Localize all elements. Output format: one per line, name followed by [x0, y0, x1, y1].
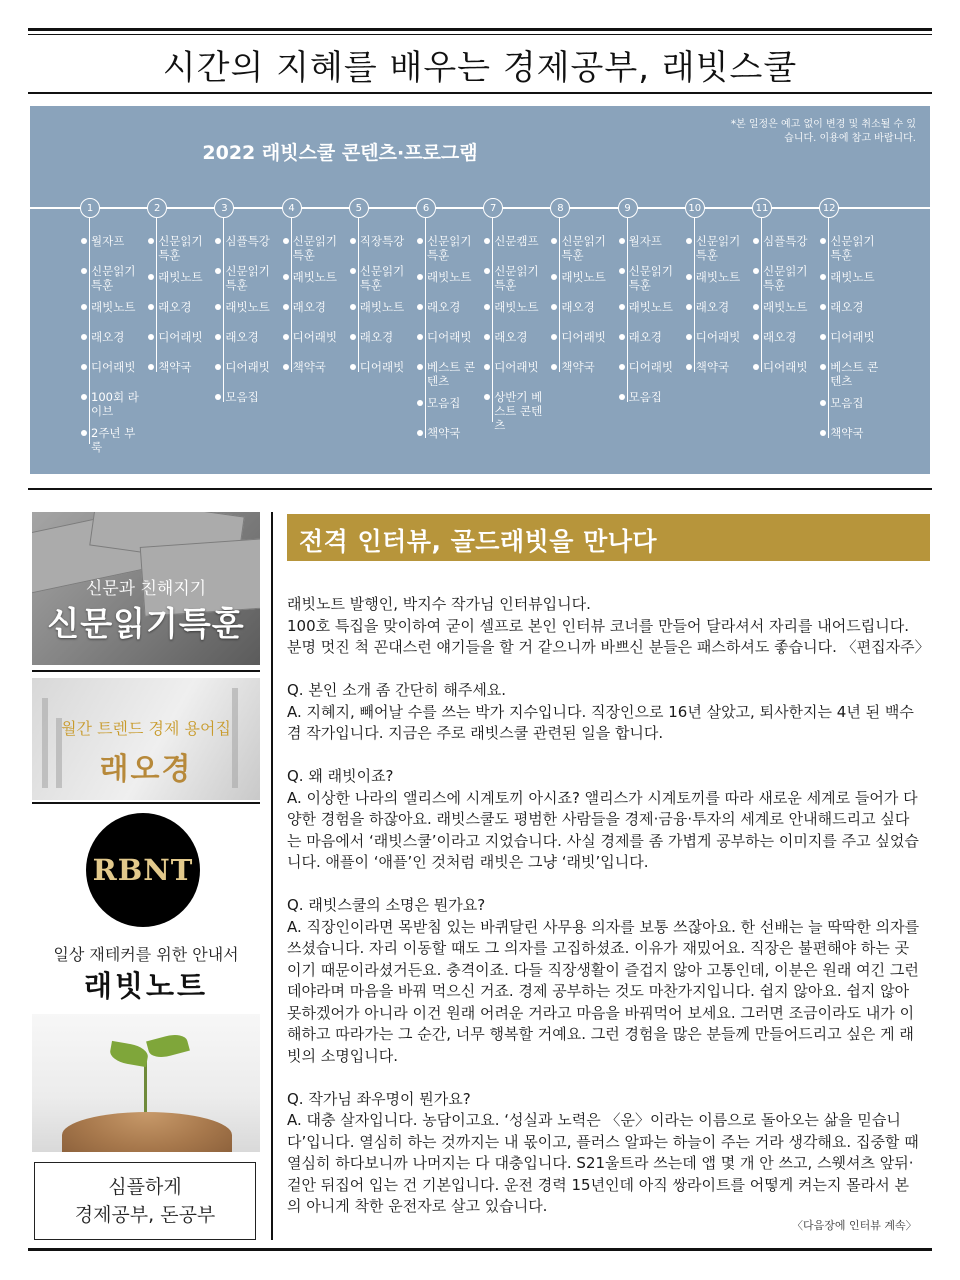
- program-item: [691, 270, 751, 284]
- program-item: [556, 270, 616, 284]
- program-item-label: 래오경: [763, 330, 797, 344]
- program-item-label: 디어래빗: [91, 360, 136, 374]
- program-item: [691, 300, 751, 314]
- paragraph-gap: [287, 1067, 923, 1089]
- program-item-label: 래빗노트: [359, 300, 405, 314]
- program-item-label: 래빗노트: [494, 300, 539, 314]
- program-item: [86, 330, 146, 344]
- month-number: 11: [752, 198, 772, 218]
- program-item-label: 심플특강: [763, 234, 808, 248]
- program-item: [556, 234, 616, 262]
- program-item: [422, 426, 482, 440]
- program-item: [86, 300, 146, 314]
- program-item: [624, 330, 684, 344]
- program-item: [422, 270, 482, 284]
- program-item: [556, 360, 616, 374]
- top-rule-thick: [28, 28, 932, 31]
- program-item: [422, 396, 482, 410]
- program-item: [288, 270, 348, 284]
- promo2-title: 래오경: [99, 752, 193, 787]
- slogan-box: [34, 1162, 256, 1240]
- program-item-label: 래빗노트: [427, 270, 472, 284]
- program-item: [220, 360, 280, 374]
- feature-banner: [287, 514, 930, 561]
- program-item-label: 모음집: [628, 390, 662, 404]
- rbnt-logo: RBNT: [86, 813, 200, 927]
- program-item: [220, 264, 280, 292]
- program-item: [624, 264, 684, 292]
- month-number: 1: [80, 198, 100, 218]
- program-item-label: 래오경: [158, 300, 192, 314]
- program-item: [624, 300, 684, 314]
- program-item-label: 래오경: [628, 330, 662, 344]
- program-item: [489, 390, 549, 432]
- rabbit-note-title: 래빗노트: [83, 969, 209, 1003]
- program-item-label: 모음집: [427, 396, 461, 410]
- program-item-label: 신문읽기 특훈: [292, 234, 338, 262]
- program-item-label: 디어래빗: [763, 360, 808, 374]
- month-number: 7: [483, 198, 503, 218]
- glossary-promo[interactable]: [32, 678, 260, 800]
- program-item-label: 신문읽기 특훈: [695, 234, 741, 262]
- program-item: [422, 234, 482, 262]
- month-number: 9: [618, 198, 638, 218]
- newspaper-training-promo[interactable]: [32, 512, 260, 665]
- promo1-title: 신문읽기특훈: [47, 604, 245, 643]
- program-item: [758, 330, 818, 344]
- page-title: 시간의 지혜를 배우는 경제공부, 래빗스쿨: [162, 48, 798, 88]
- interview-question: Q. 왜 래빗이죠?: [287, 767, 394, 785]
- program-item-label: 책약국: [427, 426, 461, 440]
- feature-title: 전격 인터뷰, 골드래빗을 만나다: [299, 527, 658, 556]
- program-item-label: 신문읽기 특훈: [763, 264, 808, 292]
- program-item-label: 디어래빗: [830, 330, 875, 344]
- program-item-label: 디어래빗: [158, 330, 203, 344]
- section-rule: [28, 488, 932, 490]
- interview-text: A. 이상한 나라의 앨리스에 시계토끼 아시죠? 앨리스가 시계토끼를 따라 새로운 세계로 들어가 다양한 경험을 하잖아요. 래빗스쿨도 평범한 사람들을 경제·금융·투자의 세계로 안내해드리고 싶다는 마음에서 ‘래빗스쿨’이라고 지었습니다. 사실 경제를 좀 가볍게 공부하는 이미지를 주고 싶었습니다. 애플이 ‘애플’인 것처럼 래빗은 그냥 ‘래빗’입니다.: [287, 788, 919, 871]
- program-item: [422, 330, 482, 344]
- paragraph-gap: [287, 659, 923, 681]
- interview-question: Q. 작가님 좌우명이 뭔가요?: [287, 1089, 471, 1108]
- program-item: [220, 330, 280, 344]
- program-item: [825, 330, 885, 344]
- program-item-label: 디어래빗: [695, 330, 741, 344]
- calendar-title: 2022 래빗스쿨 콘텐츠·프로그램: [202, 142, 478, 164]
- month-number: 10: [685, 198, 705, 218]
- program-item-label: 모음집: [225, 390, 259, 404]
- program-item: [825, 234, 885, 262]
- program-item: [355, 264, 415, 292]
- month-number: 5: [349, 198, 369, 218]
- program-item-label: 래빗노트: [628, 300, 674, 314]
- program-item: [86, 264, 146, 292]
- calendar-note: *본 일정은 예고 없이 변경 및 취소될 수 있습니다. 이용에 참고 바랍니다.: [731, 119, 916, 144]
- program-item-label: 래빗노트: [158, 270, 203, 284]
- program-item: [489, 234, 549, 248]
- bottom-rule: [28, 1248, 932, 1251]
- program-item-label: 디어래빗: [561, 330, 606, 344]
- program-item: [624, 390, 684, 404]
- program-item: [825, 360, 885, 388]
- program-item: [355, 234, 415, 248]
- month-number: 8: [550, 198, 570, 218]
- program-item-label: 디어래빗: [292, 330, 338, 344]
- interview-article: [287, 594, 930, 1218]
- interview-question: Q. 래빗스쿨의 소명은 뭔가요?: [287, 896, 486, 914]
- month-number: 12: [819, 198, 839, 218]
- sidebar-rule: [32, 670, 260, 672]
- interview-text: 100호 특집을 맞이하여 굳이 셀프로 본인 인터뷰 코너를 만들어 달라셔서 자리를 내어드립니다. 분명 멋진 척 꼰대스런 얘기들을 할 거 같으니까 바쁘신 분들은 패스하셔도 좋습니다. 〈편집자주〉: [287, 616, 930, 656]
- column-divider: [271, 512, 273, 1240]
- program-item-label: 래빗노트: [695, 270, 741, 284]
- program-item-label: 직장특강: [359, 234, 405, 248]
- program-item-label: 베스트 콘텐츠: [830, 360, 879, 388]
- program-item: [153, 330, 213, 344]
- program-item: [86, 390, 146, 418]
- program-item: [220, 390, 280, 404]
- program-item: [758, 264, 818, 292]
- program-item-label: 신문읽기 특훈: [359, 264, 405, 292]
- program-item-label: 래빗노트: [561, 270, 606, 284]
- program-item: [825, 270, 885, 284]
- program-item-label: 래오경: [292, 300, 326, 314]
- program-calendar: [30, 106, 930, 474]
- program-item-label: 디어래빗: [494, 360, 539, 374]
- program-item-label: 래빗노트: [830, 270, 875, 284]
- interview-text: A. 지혜지, 빼어날 수를 쓰는 박가 지수입니다. 직장인으로 16년 살았고, 퇴사한지는 4년 된 백수 겸 작가입니다. 지금은 주로 래빗스쿨 관련된 일을 합니다.: [287, 702, 914, 742]
- interview-text: A. 대충 살자입니다. 농담이고요. ‘성실과 노력은 〈운〉이라는 이름으로 돌아오는 삶을 믿습니다’입니다. 열심히 하는 것까지는 내 몫이고, 플러스 알파는 하늘이 주는 거라 생각해요. 집중할 때 열심히 하다보니까 나머지는 다 대충입니다. S21울트라 쓰는데 앱 몇 개 안 쓰고, 스웻셔츠 앞뒤· 겉안 뒤집어 입는 건 기본입니다. 운전 경력 15년인데 아직 쌍라이트를 어떻게 켜는지 몰라서 본의 아니게 착한 운전자로 살고 있습니다.: [287, 1111, 919, 1215]
- program-item-label: 신문읽기 특훈: [427, 234, 472, 262]
- program-item: [220, 234, 280, 248]
- program-item-label: 래오경: [91, 330, 125, 344]
- program-item-label: 베스트 콘텐츠: [427, 360, 476, 388]
- program-item: [153, 300, 213, 314]
- program-item-label: 월자프: [91, 234, 125, 248]
- promo1-subtitle: 신문과 친해지기: [85, 579, 207, 599]
- program-item-label: 모음집: [830, 396, 864, 410]
- program-item: [489, 300, 549, 314]
- program-item: [153, 234, 213, 262]
- program-item-label: 100회 라이브: [91, 390, 139, 418]
- program-item-label: 상반기 베스트 콘텐츠: [494, 390, 543, 432]
- program-item: [691, 360, 751, 374]
- program-item-label: 심플특강: [225, 234, 270, 248]
- program-item: [355, 360, 415, 374]
- program-item-label: 디어래빗: [359, 360, 405, 374]
- slogan-line-1: 심플하게: [108, 1176, 182, 1198]
- program-item: [825, 300, 885, 314]
- program-item: [489, 330, 549, 344]
- program-item-label: 신문읽기 특훈: [158, 234, 203, 262]
- program-item-label: 래빗노트: [292, 270, 338, 284]
- program-item-label: 책약국: [292, 360, 326, 374]
- month-number: 4: [282, 198, 302, 218]
- program-item-label: 디어래빗: [427, 330, 472, 344]
- paragraph-gap: [287, 745, 923, 767]
- interview-text: 래빗노트 발행인, 박지수 작가님 인터뷰입니다.: [287, 595, 591, 613]
- program-item: [825, 426, 885, 440]
- program-item-label: 래오경: [561, 300, 595, 314]
- program-item: [758, 234, 818, 248]
- program-item-label: 디어래빗: [628, 360, 674, 374]
- program-item-label: 2주년 부룩: [91, 426, 136, 454]
- program-item: [691, 330, 751, 344]
- program-item: [355, 330, 415, 344]
- sidebar-rule-2: [32, 802, 260, 804]
- program-item-label: 신문읽기 특훈: [494, 264, 539, 292]
- program-item: [86, 234, 146, 248]
- program-item: [86, 426, 146, 454]
- interview-question: Q. 본인 소개 좀 간단히 해주세요.: [287, 681, 507, 699]
- program-item-label: 래오경: [494, 330, 528, 344]
- rabbit-note-subtitle: 일상 재테커를 위한 안내서: [53, 945, 239, 964]
- program-item-label: 책약국: [561, 360, 595, 374]
- program-item-label: 신문읽기 특훈: [225, 264, 270, 292]
- program-item: [758, 360, 818, 374]
- program-item: [288, 360, 348, 374]
- program-item-label: 래오경: [427, 300, 461, 314]
- program-item: [422, 360, 482, 388]
- program-item: [624, 234, 684, 248]
- program-item: [691, 234, 751, 262]
- program-item-label: 래오경: [695, 300, 730, 314]
- program-item-label: 책약국: [158, 360, 192, 374]
- program-item-label: 래빗노트: [763, 300, 808, 314]
- program-item: [288, 234, 348, 262]
- program-item: [220, 300, 280, 314]
- program-item: [489, 264, 549, 292]
- month-number: 2: [147, 198, 167, 218]
- sprout-leaf-left: [109, 1041, 150, 1067]
- program-item-label: 신문읽기 특훈: [561, 234, 606, 262]
- program-item-label: 월자프: [628, 234, 662, 248]
- program-item-label: 래오경: [359, 330, 394, 344]
- program-item-label: 래빗노트: [225, 300, 270, 314]
- program-item: [86, 360, 146, 374]
- program-item-label: 디어래빗: [225, 360, 270, 374]
- program-item: [355, 300, 415, 314]
- month-number: 3: [214, 198, 234, 218]
- program-item-label: 책약국: [830, 426, 864, 440]
- program-item: [624, 360, 684, 374]
- promo2-subtitle: 월간 트렌드 경제 용어집: [61, 719, 231, 738]
- program-item-label: 래빗노트: [91, 300, 136, 314]
- program-item-label: 신문읽기 특훈: [91, 264, 136, 292]
- program-item: [153, 360, 213, 374]
- continued-note: 〈다음장에 인터뷰 계속〉: [792, 1219, 917, 1232]
- program-item: [288, 330, 348, 344]
- program-item: [288, 300, 348, 314]
- program-item: [489, 360, 549, 374]
- program-item-label: 래오경: [225, 330, 259, 344]
- sprout-leaf-right: [146, 1031, 190, 1061]
- interview-text: A. 직장인이라면 목받침 있는 바퀴달린 사무용 의자를 보통 쓰잖아요. 한 선배는 늘 딱딱한 의자를 쓰셨습니다. 자리 이동할 때도 그 의자를 고집하셨죠. 이유가 재밌어요. 직장은 불편해야 하는 곳이기 때문이라셨거든요. 충격이죠. 다들 직장생활이 즐겁지 않아 고통인데, 이분은 원래 여긴 그런 데야라며 마음을 바꿔 먹으신 거죠. 경제 공부하는 것도 마찬가지입니다. 쉽지 않아요. 쉽지 않아 못하겠어가 아니라 이건 원래 어려운 거라고 마음을 바꿔먹어 보세요. 그러면 조금이라도 내가 이해하고 따라가는 그 순간, 너무 행복할 거예요. 그런 경험을 많은 분들께 만들어드리고 싶은 게 래빗의 소명입니다.: [287, 917, 920, 1065]
- program-item: [556, 300, 616, 314]
- program-item: [825, 396, 885, 410]
- program-item: [758, 300, 818, 314]
- program-item: [153, 270, 213, 284]
- program-item-label: 래오경: [830, 300, 864, 314]
- slogan-line-2: 경제공부, 돈공부: [74, 1204, 216, 1226]
- sprout-coins-image: [32, 1014, 260, 1152]
- program-item: [556, 330, 616, 344]
- title-rule: [28, 92, 932, 94]
- month-number: 6: [416, 198, 436, 218]
- program-item-label: 신문읽기 특훈: [628, 264, 674, 292]
- program-item: [422, 300, 482, 314]
- top-rule-thin: [28, 34, 932, 35]
- paragraph-gap: [287, 874, 923, 896]
- program-item-label: 책약국: [695, 360, 730, 374]
- coin-pile: [62, 1112, 232, 1152]
- program-item-label: 신문캠프: [494, 234, 539, 248]
- program-item-label: 신문읽기 특훈: [830, 234, 875, 262]
